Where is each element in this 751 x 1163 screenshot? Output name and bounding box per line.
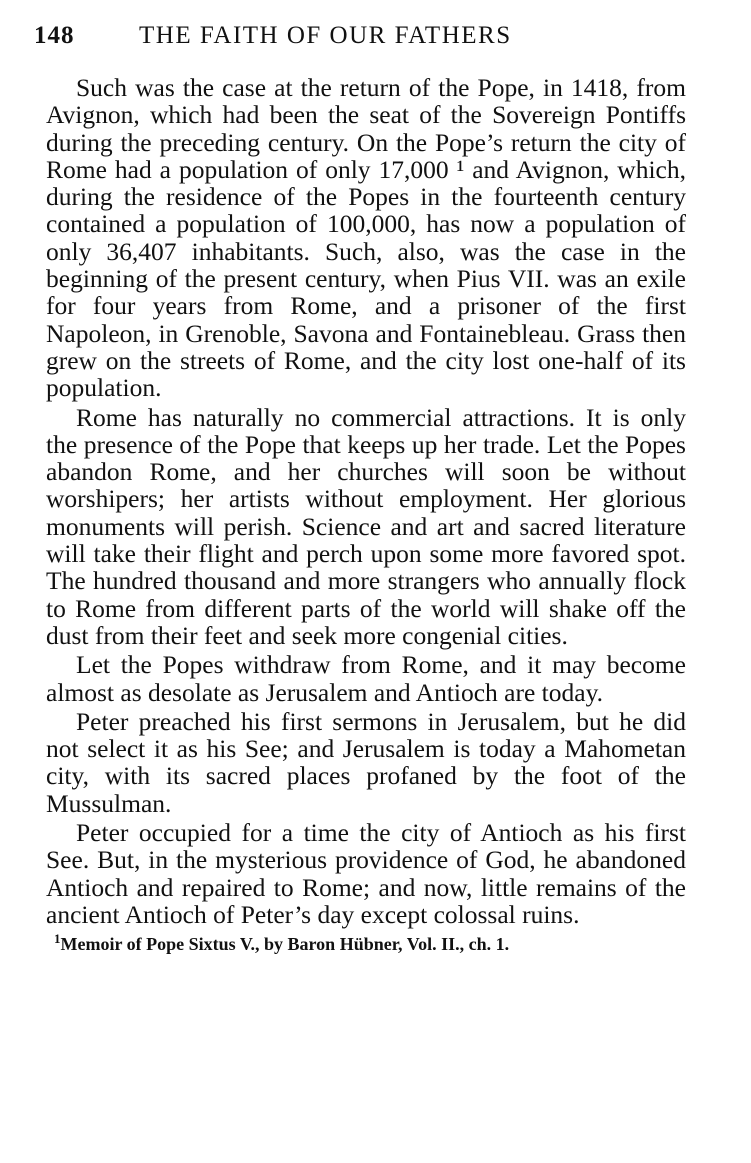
paragraph-1: Such was the case at the return of the Pope, in 1418, from Avignon, which had been the seat of the Sovereign Pontiffs during the preceding century. On the Pope’s return the city of Rome had a population of only 17,000 ¹ and Avignon, which, during the residence of the Popes in the fourteenth century contained a population of 100,000, has now a population of only 36,407 inhabitants. Such, also, was the case in the beginning of the present century, when Pius VII. was an exile for four years from Rome, and a prisoner of the first Napoleon, in Grenoble, Savona and Fontainebleau. Grass then grew on the streets of Rome, and the city lost one-half of its population. <box>46 73 686 403</box>
book-page <box>34 22 686 955</box>
page-header <box>34 22 686 50</box>
footnote-text: Memoir of Pope Sixtus V., by Baron Hübner, Vol. II., ch. 1. <box>60 934 510 955</box>
page-number: 148 <box>34 22 75 49</box>
running-title: THE FAITH OF OUR FATHERS <box>139 22 512 49</box>
footnote-marker: 1 <box>54 931 61 947</box>
paragraph-5: Peter occupied for a time the city of Antioch as his first See. But, in the mysterious providence of God, he abandoned Antioch and repaired to Rome; and now, little remains of the ancient Antioch of Peter’s day except colossal ruins. <box>46 818 686 929</box>
paragraph-2: Rome has naturally no commercial attractions. It is only the presence of the Pope that keeps up her trade. Let the Popes abandon Rome, and her churches will soon be without worshipers; her artists without employment. Her glorious monuments will perish. Science and art and sacred literature will take their flight and perch upon some more favored spot. The hundred thousand and more strangers who annually flock to Rome from different parts of the world will shake off the dust from their feet and seek more congenial cities. <box>46 402 686 650</box>
paragraph-4: Peter preached his first sermons in Jerusalem, but he did not select it as his See; and Jerusalem is today a Mahometan city, with its sacred places profaned by the foot of the Mussulman. <box>46 706 686 818</box>
footnote <box>46 931 686 955</box>
paragraph-3: Let the Popes withdraw from Rome, and it may become almost as desolate as Jerusalem and Antioch are today. <box>46 650 686 707</box>
